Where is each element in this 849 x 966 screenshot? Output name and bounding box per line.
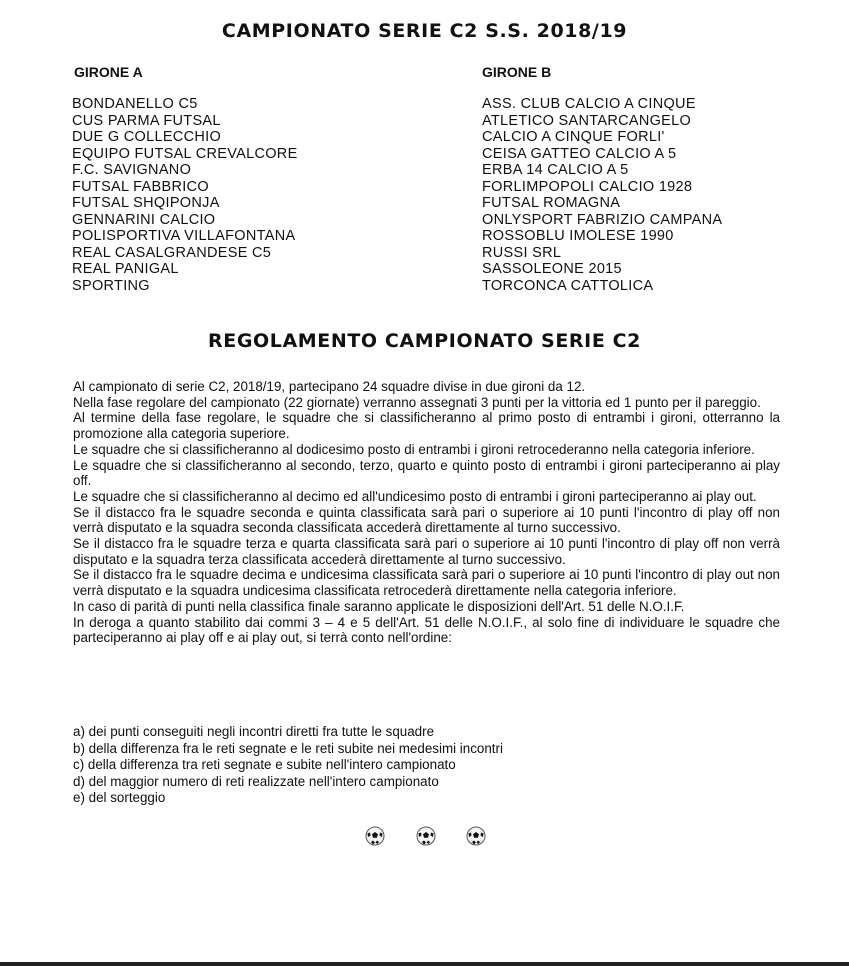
team-item: FUTSAL FABBRICO [72, 178, 209, 195]
criteria-item: d) del maggior numero di reti realizzate nell'intero campionato [73, 773, 439, 789]
rules-paragraph: Al termine della fase regolare, le squadre che si classificheranno al primo posto di entrambi i gironi, otterranno la promozione alla categoria superiore. [73, 410, 780, 442]
rules-paragraph: Le squadre che si classificheranno al dodicesimo posto di entrambi i gironi retrocederanno nella categoria inferiore. [73, 441, 755, 457]
team-item: TORCONCA CATTOLICA [482, 277, 654, 294]
girone-a-team-list [72, 96, 298, 294]
soccer-ball-icon [416, 826, 436, 846]
criteria-item: e) del sorteggio [73, 790, 166, 805]
rules-paragraph: Se il distacco fra le squadre seconda e quinta classificata sarà pari o superiore ai 10 punti l'incontro di play off non verrà disputato e la squadra seconda classificata accederà direttamente al turno successivo. [73, 504, 780, 536]
rules-paragraph: Le squadre che si classificheranno al secondo, terzo, quarto e quinto posto di entrambi i gironi parteciperanno ai play off. [73, 457, 780, 489]
team-item: REAL CASALGRANDESE C5 [72, 244, 272, 261]
rules-body [73, 379, 780, 646]
team-item: DUE G COLLECCHIO [72, 129, 222, 145]
rules-paragraph: Se il distacco fra le squadre terza e quarta classificata sarà pari o superiore ai 10 punti l'incontro di play off non verrà disputato e la squadra terza classificata accederà direttamente al turno successivo. [73, 536, 780, 567]
rules-paragraph: Al campionato di serie C2, 2018/19, partecipano 24 squadre divise in due gironi da 12. [73, 379, 586, 394]
team-item: F.C. SAVIGNANO [72, 162, 192, 178]
rules-paragraph: In caso di parità di punti nella classifica finale saranno applicate le disposizioni dell'Art. 51 delle N.O.I.F. [73, 598, 685, 614]
tiebreak-criteria-list [73, 724, 503, 807]
team-item: CEISA GATTEO CALCIO A 5 [482, 145, 677, 162]
team-item: ASS. CLUB CALCIO A CINQUE [482, 96, 696, 112]
rules-paragraph: Le squadre che si classificheranno al decimo ed all'undicesimo posto di entrambi i gironi parteciperanno ai play out. [73, 488, 757, 504]
page-bottom-border [0, 962, 849, 966]
team-item: GENNARINI CALCIO [72, 211, 216, 228]
criteria-item: c) della differenza tra reti segnate e subite nell'intero campionato [73, 757, 456, 772]
soccer-ball-icon [365, 826, 385, 846]
team-item: ROSSOBLU IMOLESE 1990 [482, 228, 674, 244]
girone-a-heading: GIRONE A [74, 64, 143, 80]
team-item: ERBA 14 CALCIO A 5 [482, 162, 629, 178]
team-item: ONLYSPORT FABRIZIO CAMPANA [482, 211, 723, 228]
team-item: REAL PANIGAL [72, 261, 179, 277]
criteria-item: b) della differenza fra le reti segnate e le reti subite nei medesimi incontri [73, 740, 503, 756]
team-item: POLISPORTIVA VILLAFONTANA [72, 228, 296, 244]
rules-title: REGOLAMENTO CAMPIONATO SERIE C2 [208, 330, 641, 352]
team-item: EQUIPO FUTSAL CREVALCORE [72, 145, 298, 162]
team-item: BONDANELLO C5 [72, 96, 198, 112]
team-item: FUTSAL SHQIPONJA [72, 195, 220, 211]
rules-paragraph: In deroga a quanto stabilito dai commi 3 – 4 e 5 dell'Art. 51 delle N.O.I.F., al solo fine di individuare le squadre che parteciperanno ai play off e ai play out, si terrà conto nell'ordine: [73, 614, 780, 646]
team-item: CALCIO A CINQUE FORLI' [482, 129, 665, 145]
team-item: CUS PARMA FUTSAL [72, 112, 221, 129]
team-item: ATLETICO SANTARCANGELO [482, 112, 692, 129]
team-item: SASSOLEONE 2015 [482, 261, 622, 277]
team-item: FUTSAL ROMAGNA [482, 195, 621, 211]
criteria-item: a) dei punti conseguiti negli incontri diretti fra tutte le squadre [73, 724, 435, 739]
girone-b-team-list [482, 96, 722, 294]
document-title: CAMPIONATO SERIE C2 S.S. 2018/19 [221, 20, 628, 42]
rules-paragraph: Nella fase regolare del campionato (22 giornate) verranno assegnati 3 punti per la vittoria ed 1 punto per il pareggio. [73, 394, 761, 410]
girone-b-heading: GIRONE B [482, 64, 552, 80]
team-item: SPORTING [72, 277, 150, 294]
soccer-ball-icon [466, 826, 486, 846]
team-item: FORLIMPOPOLI CALCIO 1928 [482, 178, 693, 195]
team-item: RUSSI SRL [482, 244, 562, 261]
rules-paragraph: Se il distacco fra le squadre decima e undicesima classificata sarà pari o superiore ai 10 punti l'incontro di play out non verrà disputato e la squadra undicesima classificata retrocederà direttamente nella categoria inferiore. [73, 567, 780, 599]
